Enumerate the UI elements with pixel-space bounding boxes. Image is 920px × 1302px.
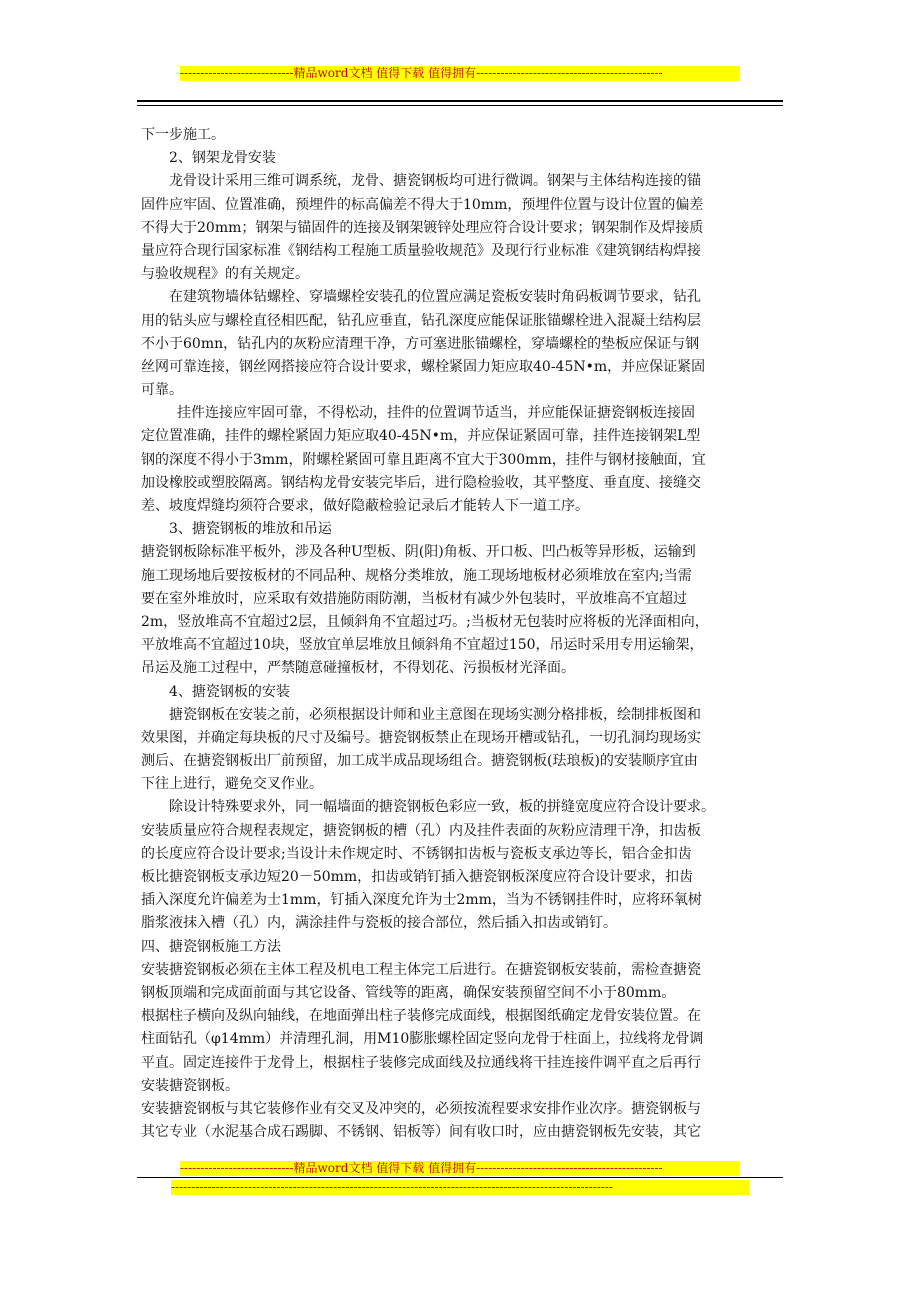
text-line: 安装搪瓷钢板与其它装修作业有交叉及冲突的，必须按流程要求安排作业次序。搪瓷钢板与 xyxy=(141,1100,701,1117)
text-line: 量应符合现行国家标准《钢结构工程施工质量验收规范》及现行行业标准《建筑钢结构焊接 xyxy=(141,242,701,259)
text-line: 根据柱子横向及纵向轴线，在地面弹出柱子装修完成面线，根据图纸确定龙骨安装位置。在 xyxy=(141,1008,701,1025)
section-heading: 3、搪瓷钢板的堆放和吊运 xyxy=(169,521,332,538)
text-line: 下往上进行，避免交叉作业。 xyxy=(141,776,323,793)
text-line: 平直。固定连接件于龙骨上，根据柱子装修完成面线及拉通线将干挂连接件调平直之后再行 xyxy=(141,1054,701,1071)
text-line: 测后、在搪瓷钢板出厂前预留，加工成半成品现场组合。搪瓷钢板(珐琅板)的安装顺序宜由 xyxy=(141,753,698,770)
text-line: 插入深度允许偏差为士1mm，钉插入深度允许为士2mm，当为不锈钢挂件时，应将环氧树 xyxy=(141,892,702,909)
text-line: 与验收规程》的有关规定。 xyxy=(141,266,309,283)
text-line: 施工现场地后要按板材的不同品种、规格分类堆放，施工现场地板材必须堆放在室内;当需 xyxy=(141,567,692,584)
text-line: 安装搪瓷钢板必须在主体工程及机电工程主体完工后进行。在搪瓷钢板安装前，需检查搪瓷 xyxy=(141,961,701,978)
footer-banner-dashes: ------------------------------------------------------------------------------------------------------------- xyxy=(171,1180,749,1195)
text-line: 安装质量应符合规程表规定，搪瓷钢板的槽（孔）内及挂件表面的灰粉应清理干净，扣齿板 xyxy=(141,822,701,839)
header-banner: ----------------------------精品word文档 值得下载 值得拥有---------------------------------------------- xyxy=(180,66,740,81)
text-line: 搪瓷钢板除标准平板外，涉及各种U型板、阴(阳)角板、开口板、凹凸板等异形板，运输到 xyxy=(141,544,696,561)
text-line: 在建筑物墙体钻螺栓、穿墙螺栓安装孔的位置应满足瓷板安装时角码板调节要求，钻孔 xyxy=(169,289,701,306)
text-line: 除设计特殊要求外，同一幅墙面的搪瓷钢板色彩应一致，板的拼缝宽度应符合设计要求。 xyxy=(169,799,715,816)
footer-banner: ----------------------------精品word文档 值得下载 值得拥有---------------------------------------------- xyxy=(180,1161,740,1176)
header-rule-thick xyxy=(137,100,783,102)
text-line: 柱面钻孔（φ14mm）并清理孔洞，用M10膨胀螺栓固定竖向龙骨于柱面上，拉线将龙骨调 xyxy=(141,1031,704,1048)
text-line: 其它专业（水泥基合成石踢脚、不锈钢、铝板等）间有收口时，应由搪瓷钢板先安装，其它 xyxy=(141,1124,701,1141)
text-line: 定位置准确，挂件的螺栓紧固力矩应取40-45N•m，并应保证紧固可靠，挂件连接钢架L型 xyxy=(141,428,701,445)
text-line: 不得大于20mm；钢架与锚固件的连接及钢架镀锌处理应符合设计要求；钢架制作及焊接质 xyxy=(141,219,704,236)
text-line: 挂件连接应牢固可靠，不得松动，挂件的位置调节适当，并应能保证搪瓷钢板连接固 xyxy=(177,405,695,422)
text-line: 的长度应符合设计要求;当设计未作规定时、不锈钢扣齿板与瓷板支承边等长，铝合金扣齿 xyxy=(141,845,692,862)
section-heading: 4、搪瓷钢板的安装 xyxy=(169,683,290,700)
text-line: 加设橡胶或塑胶隔离。钢结构龙骨安装完毕后，进行隐检验收，其平整度、垂直度、接缝交 xyxy=(141,474,701,491)
text-line: 吊运及施工过程中，严禁随意碰撞板材，不得划花、污损板材光泽面。 xyxy=(141,660,575,677)
text-line: 要在室外堆放时，应采取有效措施防雨防潮，当板材有减少外包装时，平放堆高不宜超过 xyxy=(141,590,687,607)
text-line: 差、坡度焊缝均须符合要求，做好隐蔽检验记录后才能转人下一道工序。 xyxy=(141,498,589,514)
text-line: 2m，竖放堆高不宜超过2层，且倾斜角不宜超过巧。;当板材无包装时应将板的光泽面相向， xyxy=(141,613,709,630)
text-line: 安装搪瓷钢板。 xyxy=(141,1077,239,1094)
section-heading: 2、钢架龙骨安装 xyxy=(169,150,276,167)
text-line: 下一步施工。 xyxy=(141,127,225,143)
text-line: 钢的深度不得小于3mm，附螺栓紧固可靠且距离不宜大于300mm，挂件与钢材接触面，宜 xyxy=(141,451,706,468)
text-line: 效果图，并确定每块板的尺寸及编号。搪瓷钢板禁止在现场开槽或钻孔，一切孔洞均现场实 xyxy=(141,729,701,746)
text-line: 脂浆液抹入槽（孔）内，满涂挂件与瓷板的接合部位，然后插入扣齿或销钉。 xyxy=(141,915,617,932)
footer-rule xyxy=(137,1177,783,1178)
text-line: 龙骨设计采用三维可调系统，龙骨、搪瓷钢板均可进行微调。钢架与主体结构连接的锚 xyxy=(169,173,701,190)
text-line: 用的钻头应与螺栓直径相匹配，钻孔应垂直，钻孔深度应能保证胀锚螺栓进入混凝土结构层 xyxy=(141,312,701,329)
header-rule-thin xyxy=(137,105,783,106)
text-line: 钢板顶端和完成面前面与其它设备、管线等的距离，确保安装预留空间不小于80mm。 xyxy=(141,984,676,1001)
text-line: 固件应牢固、位置准确，预埋件的标高偏差不得大于10mm，预埋件位置与设计位置的偏差 xyxy=(141,196,704,213)
text-line: 平放堆高不宜超过10块，竖放宜单层堆放且倾斜角不宜超过150，吊运时采用专用运输架， xyxy=(141,637,704,654)
text-line: 板比搪瓷钢板支承边短20－50mm，扣齿或销钉插入搪瓷钢板深度应符合设计要求，扣齿 xyxy=(141,869,694,885)
text-line: 不小于60mn，钻孔内的灰粉应清理干净，方可塞进胀锚螺栓，穿墙螺栓的垫板应保证与钢 xyxy=(141,335,700,352)
text-line: 搪瓷钢板在安装之前，必须根据设计师和业主意图在现场实测分格排板，绘制排板图和 xyxy=(169,706,701,723)
document-body xyxy=(141,124,789,1144)
text-line: 可靠。 xyxy=(141,382,183,399)
section-heading: 四、搪瓷钢板施工方法 xyxy=(141,938,281,955)
text-line: 丝网可靠连接，钢丝网搭接应符合设计要求，螺栓紧固力矩应取40-45N•m，并应保证紧固 xyxy=(141,358,706,375)
